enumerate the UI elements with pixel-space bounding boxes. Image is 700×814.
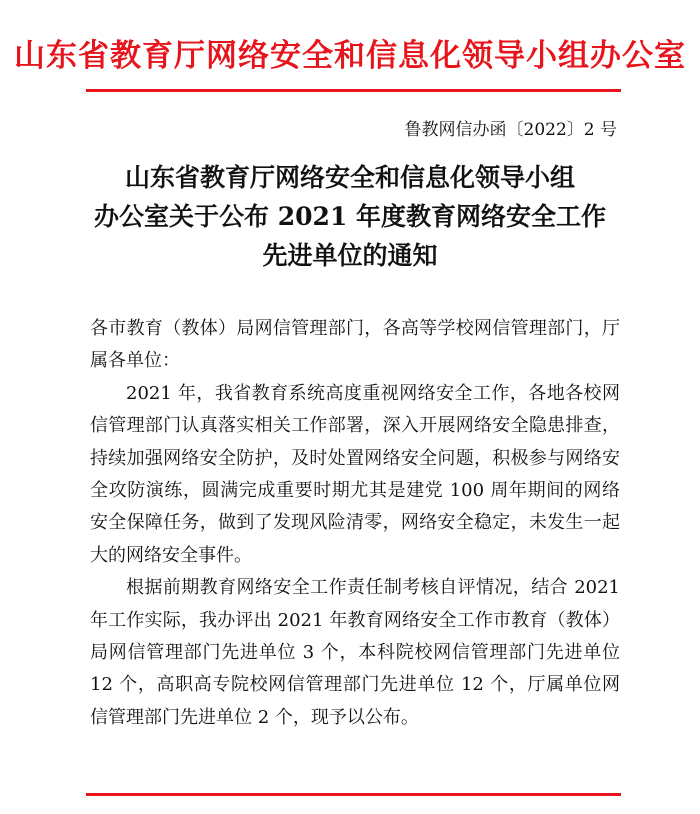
document-body — [90, 313, 620, 734]
body-paragraph-1: 2021 年，我省教育系统高度重视网络安全工作，各地各校网信管理部门认真落实相关工作部署，深入开展网络安全隐患排查，持续加强网络安全防护，及时处置网络安全问题，积极参与网络安全攻防演练，圆满完成重要时期尤其是建党 100 周年期间的网络安全保障任务，做到了发现风险清零，网络安全稳定，未发生一起大的网络安全事件。 — [90, 382, 620, 566]
document-title — [0, 158, 700, 275]
body-paragraph-2: 根据前期教育网络安全工作责任制考核自评情况，结合 2021 年工作实际，我办评出 2021 年教育网络安全工作市教育（教体）局网信管理部门先进单位 3 个，本科院校网信管理部门先进单位 12 个，高职高专院校网信管理部门先进单位 12 个，厅属单位网信管理部门先进单位 2 个，现予以公布。 — [90, 577, 620, 728]
document-title-line-2: 办公室关于公布 2021 年度教育网络安全工作 — [94, 202, 606, 231]
addressee: 各市教育（教体）局网信管理部门，各高等学校网信管理部门，厅属各单位： — [90, 318, 620, 372]
document-title-line-3: 先进单位的通知 — [262, 241, 438, 270]
document-title-line-1: 山东省教育厅网络安全和信息化领导小组 — [124, 163, 575, 192]
document-number: 鲁教网信办函〔2022〕2 号 — [404, 120, 617, 140]
header-red-rule — [86, 89, 621, 92]
issuing-organization-title: 山东省教育厅网络安全和信息化领导小组办公室 — [14, 38, 686, 74]
footer-red-rule — [86, 793, 621, 796]
